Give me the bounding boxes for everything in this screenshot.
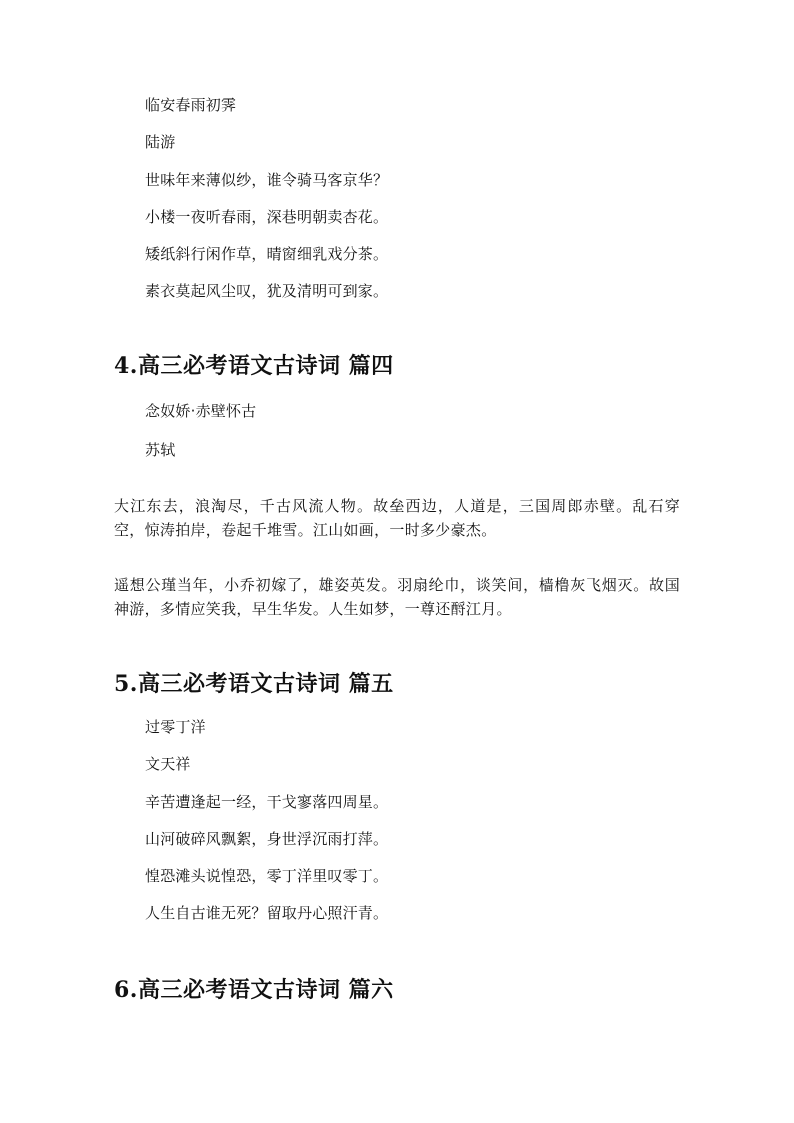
poem-line: 辛苦遭逢起一经，干戈寥落四周星。 bbox=[145, 793, 389, 811]
poem-author: 苏轼 bbox=[145, 441, 176, 459]
section-heading-5: 5.高三必考语文古诗词 篇五 bbox=[114, 671, 394, 697]
poem-line: 世味年来薄似纱，谁令骑马客京华？ bbox=[145, 171, 389, 189]
poem-paragraph: 大江东去，浪淘尽，千古风流人物。故垒西边，人道是，三国周郎赤壁。乱石穿空，惊涛拍岸，卷起千堆雪。江山如画，一时多少豪杰。 bbox=[114, 497, 680, 539]
poem-line: 矮纸斜行闲作草，晴窗细乳戏分茶。 bbox=[145, 245, 389, 263]
section-heading-6: 6.高三必考语文古诗词 篇六 bbox=[114, 977, 394, 1003]
poem-author: 陆游 bbox=[145, 133, 176, 151]
poem-line: 素衣莫起风尘叹，犹及清明可到家。 bbox=[145, 282, 389, 300]
poem-title: 过零丁洋 bbox=[145, 718, 206, 736]
section-heading-4: 4.高三必考语文古诗词 篇四 bbox=[114, 353, 394, 379]
poem-title: 念奴娇·赤壁怀古 bbox=[145, 402, 257, 420]
poem-paragraph: 遥想公瑾当年，小乔初嫁了，雄姿英发。羽扇纶巾，谈笑间，樯橹灰飞烟灭。故国神游，多情应笑我，早生华发。人生如梦，一尊还酹江月。 bbox=[114, 576, 680, 618]
poem-title: 临安春雨初霁 bbox=[145, 96, 237, 114]
poem-line: 人生自古谁无死？留取丹心照汗青。 bbox=[145, 904, 389, 922]
poem-line: 山河破碎风飘絮，身世浮沉雨打萍。 bbox=[145, 830, 389, 848]
poem-author: 文天祥 bbox=[145, 755, 191, 773]
poem-line: 小楼一夜听春雨，深巷明朝卖杏花。 bbox=[145, 208, 389, 226]
poem-line: 惶恐滩头说惶恐，零丁洋里叹零丁。 bbox=[145, 867, 389, 885]
